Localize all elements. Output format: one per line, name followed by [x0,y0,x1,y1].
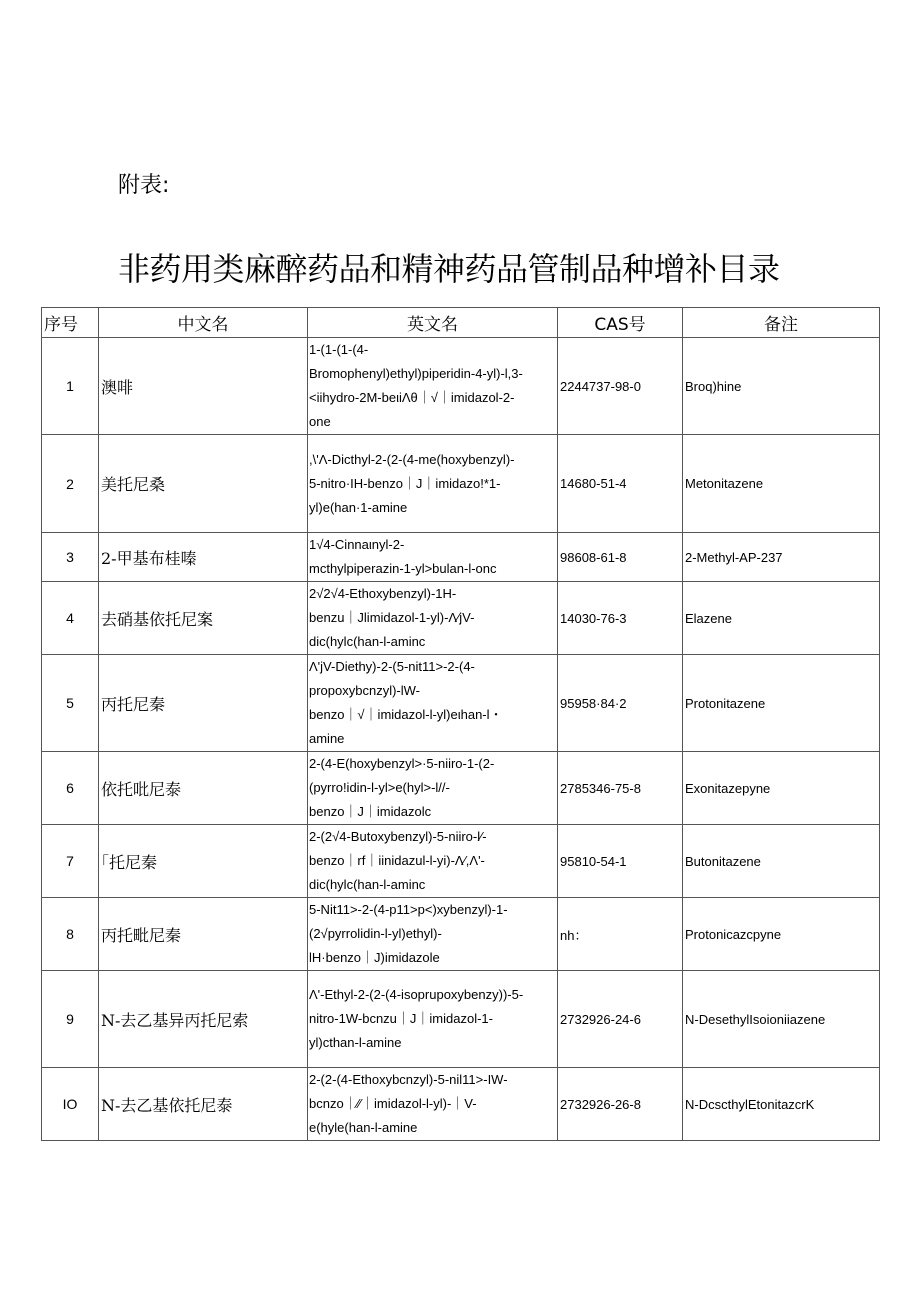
table-row [42,582,880,655]
english-name-line: lH·benzo｜J)imidazole [309,950,440,965]
table-header-row [42,308,880,338]
row-english-name [308,338,558,435]
english-name-line: (pyrro!idin-l-yl>e(hyl>-l//- [309,780,450,795]
row-chinese-name: 美托尼桑 [99,435,308,533]
row-english-name [308,655,558,752]
english-name-line: yl)cthan-l-amine [309,1035,402,1050]
row-seq: 6 [42,752,99,825]
table-row [42,971,880,1068]
row-chinese-name: 2-甲基布桂嗪 [99,533,308,582]
row-note: N-DcscthylEtonitazcrK [683,1068,880,1141]
english-name-line: 1-(1-(1-(4- [309,342,369,357]
english-name-line: 2-(2√4-Butoxybenzyl)-5-niiro-l∕- [309,829,487,844]
english-name-line: one [309,414,331,429]
table-row [42,435,880,533]
row-cas-number: 98608-61-8 [558,533,683,582]
row-seq: 5 [42,655,99,752]
row-note: Metonitazene [683,435,880,533]
english-name-line: ,\'Λ-Dicthyl-2-(2-(4-me(hoxybenzyl)- [309,451,515,467]
table-row [42,752,880,825]
table-row [42,338,880,435]
row-seq: 4 [42,582,99,655]
english-name-line: Λ'jV-Diethy)-2-(5-nit11>-2-(4- [309,659,475,674]
row-english-name [308,752,558,825]
row-cas-number: 2244737-98-0 [558,338,683,435]
english-name-line: Bromophenyl)ethyl)piperidin-4-yl)-l,3- [309,366,523,381]
english-name-line: benzo｜J｜imidazolc [309,804,432,819]
row-cas-number: 95958·84·2 [558,655,683,752]
row-chinese-name: 丙托毗尼秦 [99,898,308,971]
table-row [42,825,880,898]
english-name-line: amine [309,731,345,746]
row-seq: 9 [42,971,99,1068]
header-cas: CAS号 [558,308,683,338]
header-chinese-name: 中文名 [99,308,308,338]
english-name-line: 2-(4-E(hoxybenzyl>·5-niiro-1-(2- [309,756,495,771]
row-chinese-name: 澳啡 [99,338,308,435]
row-note: Broq)hine [683,338,880,435]
english-name-line: dic(hylc(han-l-aminc [309,634,426,649]
row-note: Exonitazepyne [683,752,880,825]
english-name-line: bcnzo｜∕∕｜imidazol-l-yl)-｜V- [309,1096,477,1111]
row-chinese-name: 依托吡尼泰 [99,752,308,825]
row-english-name [308,1068,558,1141]
english-name-line: benzo｜√｜imidazol-l-yl)eιhan-l・ [309,707,503,722]
english-name-line: 2√2√4-Ethoxybenzyl)-1H- [309,586,457,601]
row-chinese-name: N-去乙基依托尼泰 [99,1068,308,1141]
row-note: Protonicazcpyne [683,898,880,971]
table-row [42,655,880,752]
table-row [42,898,880,971]
english-name-line: (2√pyrrolidin-l-yl)ethyl)- [309,926,442,941]
row-cas-number: 2732926-26-8 [558,1068,683,1141]
document-title: 非药用类麻醉药品和精神药品管制品种增补目录 [118,250,780,288]
table-row [42,1068,880,1141]
english-name-line: dic(hylc(han-l-aminc [309,877,426,892]
english-name-line: benzo｜rf｜iinidazul-l-yi)-Λ∕,Λ'- [309,853,485,868]
row-note: 2-Methyl-AP-237 [683,533,880,582]
row-seq: 7 [42,825,99,898]
row-note: Butonitazene [683,825,880,898]
english-name-line: nitro-1W-bcnzu｜J｜imidazol-1- [309,1011,493,1026]
row-note: N-DesethylIsoioniiazene [683,971,880,1068]
english-name-line: benzu｜Jlimidazol-1-yl)-Λ∕jV- [309,610,475,625]
row-cas-number: 95810-54-1 [558,825,683,898]
header-english-name: 英文名 [308,308,558,338]
attachment-label: 附表: [118,173,170,198]
row-chinese-name: 丙托尼秦 [99,655,308,752]
english-name-line: 5-Nit11>-2-(4-p11>p<)xybenzyl)-1- [309,902,508,917]
row-english-name [308,435,558,533]
header-seq: 序号 [42,308,99,338]
english-name-line: <iihydro-2M-beιiΛθ｜√｜imidazol-2- [309,390,515,405]
english-name-line: e(hyle(han-l-amine [309,1120,418,1135]
english-name-line: propoxybcnzyl)-lW- [309,683,421,698]
row-english-name [308,582,558,655]
row-note: Elazene [683,582,880,655]
row-cas-number: nh： [558,898,683,971]
table-body [42,338,880,1141]
header-note: 备注 [683,308,880,338]
row-english-name [308,898,558,971]
row-cas-number: 2732926-24-6 [558,971,683,1068]
english-name-line: 1√4-Cinnaιnyl-2- [309,537,405,552]
english-name-line: mcthylpiperazin-1-yl>bulan-l-onc [309,561,497,576]
row-cas-number: 2785346-75-8 [558,752,683,825]
controlled-substances-table [41,307,880,1141]
row-seq: 2 [42,435,99,533]
row-seq: 1 [42,338,99,435]
english-name-line: 5-nitro·IH-benzo｜J｜imidazo!*1- [309,475,501,491]
row-cas-number: 14030-76-3 [558,582,683,655]
row-english-name [308,533,558,582]
row-english-name [308,825,558,898]
table-row [42,533,880,582]
row-seq: IO [42,1068,99,1141]
row-cas-number: 14680-51-4 [558,435,683,533]
row-chinese-name: N-去乙基异丙托尼索 [99,971,308,1068]
row-chinese-name: ｢托尼秦 [99,825,308,898]
row-note: Protonitazene [683,655,880,752]
english-name-line: 2-(2-(4-Ethoxybcnzyl)-5-nil11>-IW- [309,1072,508,1087]
row-english-name [308,971,558,1068]
row-chinese-name: 去硝基依托尼案 [99,582,308,655]
row-seq: 3 [42,533,99,582]
english-name-line: Λ'-Ethyl-2-(2-(4-isoprupoxybenzy))-5- [309,987,524,1002]
row-seq: 8 [42,898,99,971]
english-name-line: yl)e(han·1-amine [309,499,408,515]
